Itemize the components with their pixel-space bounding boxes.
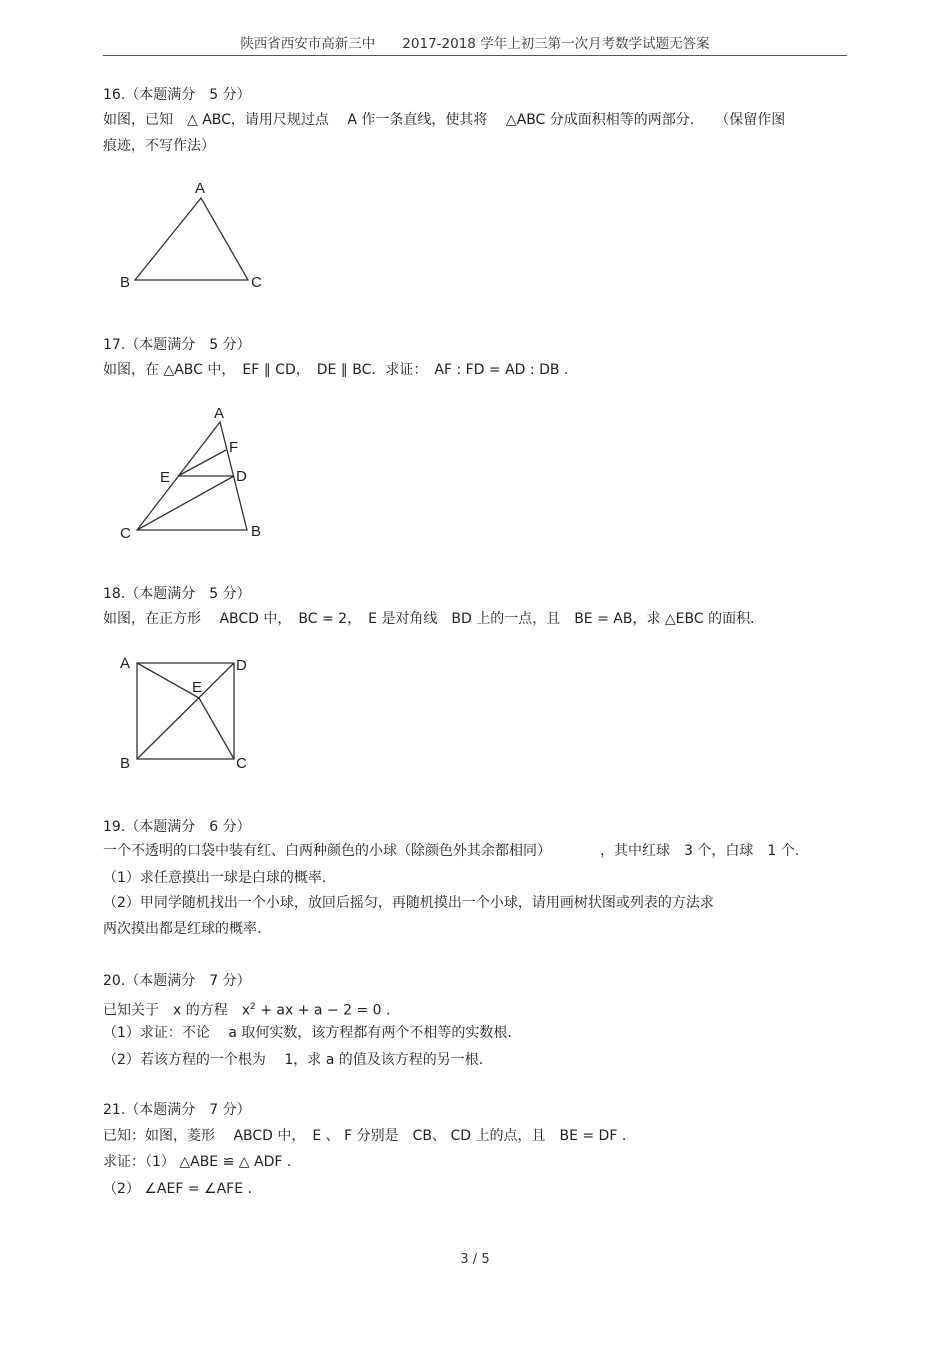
question-18-figure <box>113 647 283 781</box>
label-e: E <box>192 679 203 696</box>
question-16-figure <box>113 176 283 305</box>
label-a: A <box>214 405 225 422</box>
question-21-number: 21.（本题满分 7 分） <box>103 1102 251 1118</box>
question-21-text-line-2: 求证：（1） △ABE ≌ △ ADF . <box>103 1154 292 1170</box>
square-abcd-figure <box>113 647 283 777</box>
question-20-number: 20.（本题满分 7 分） <box>103 973 251 989</box>
label-a: A <box>120 655 131 672</box>
triangle-abc <box>135 198 248 280</box>
label-f: F <box>229 439 239 456</box>
label-c: C <box>251 274 262 291</box>
question-18-number: 18.（本题满分 5 分） <box>103 586 251 602</box>
segment-ef <box>178 450 226 476</box>
question-18-text-line-1: 如图，在正方形 ABCD 中， BC = 2， E 是对角线 BD 上的一点，且 BE = AB，求 △EBC 的面积. <box>103 611 755 627</box>
label-a: A <box>195 180 206 197</box>
page-number: 3 / 5 <box>460 1252 490 1267</box>
question-20-text-line-2: （2）若该方程的一个根为 1，求 a 的值及该方程的另一根. <box>103 1052 484 1068</box>
label-c: C <box>120 525 131 542</box>
triangle-efcd-figure <box>113 398 283 543</box>
question-16-text-line-1: 如图，已知 △ ABC，请用尺规过点 A 作一条直线，使其将 △ABC 分成面积相等的两部分. （保留作图 <box>103 112 786 128</box>
question-19-text-line-4: 两次摸出都是红球的概率. <box>103 921 262 937</box>
question-19-number: 19.（本题满分 6 分） <box>103 819 251 835</box>
label-e: E <box>160 469 171 486</box>
question-17-number: 17.（本题满分 5 分） <box>103 337 251 353</box>
segment-ec <box>199 698 234 759</box>
segment-ae <box>137 663 199 698</box>
question-20-equation <box>103 998 390 1020</box>
equation-suffix: + ax + a − 2 = 0 . <box>255 1002 391 1019</box>
question-19-text-line-3: （2）甲同学随机找出一个小球，放回后摇匀，再随机摸出一个小球，请用画树状图或列表的方法求 <box>103 895 714 911</box>
question-20-text-line-1: （1）求证：不论 a 取何实数，该方程都有两个不相等的实数根. <box>103 1025 512 1041</box>
label-b: B <box>120 755 131 772</box>
question-17-figure <box>113 398 283 547</box>
question-17-text-line-1: 如图，在 △ABC 中， EF ∥ CD， DE ∥ BC．求证： AF : FD = AD : DB . <box>103 362 569 378</box>
label-c: C <box>236 755 247 772</box>
header-divider <box>103 55 847 56</box>
question-16-number: 16.（本题满分 5 分） <box>103 87 251 103</box>
equation-prefix: 已知关于 x 的方程 x <box>103 1002 251 1019</box>
label-b: B <box>251 523 262 540</box>
question-21-text-line-3: （2） ∠AEF = ∠AFE . <box>103 1181 252 1197</box>
question-21-text-line-1: 已知：如图，菱形 ABCD 中， E 、 F 分别是 CB、 CD 上的点，且 BE = DF . <box>103 1128 627 1144</box>
label-b: B <box>120 274 131 291</box>
page-header: 陕西省西安市高新三中 2017-2018 学年上初三第一次月考数学试题无答案 <box>240 36 710 52</box>
equation-exponent: 2 <box>250 1002 256 1012</box>
question-19-text-line-1: 一个不透明的口袋中装有红、白两种颜色的小球（除颜色外其余都相同） ，其中红球 3 个，白球 1 个. <box>103 843 800 859</box>
question-16-text-line-2: 痕迹，不写作法） <box>103 138 215 154</box>
label-d: D <box>236 657 247 674</box>
triangle-abc-figure <box>113 176 283 301</box>
label-d: D <box>236 468 247 485</box>
question-19-text-line-2: （1）求任意摸出一球是白球的概率. <box>103 870 327 886</box>
segment-cd <box>137 476 234 530</box>
diagonal-bd <box>137 663 234 759</box>
